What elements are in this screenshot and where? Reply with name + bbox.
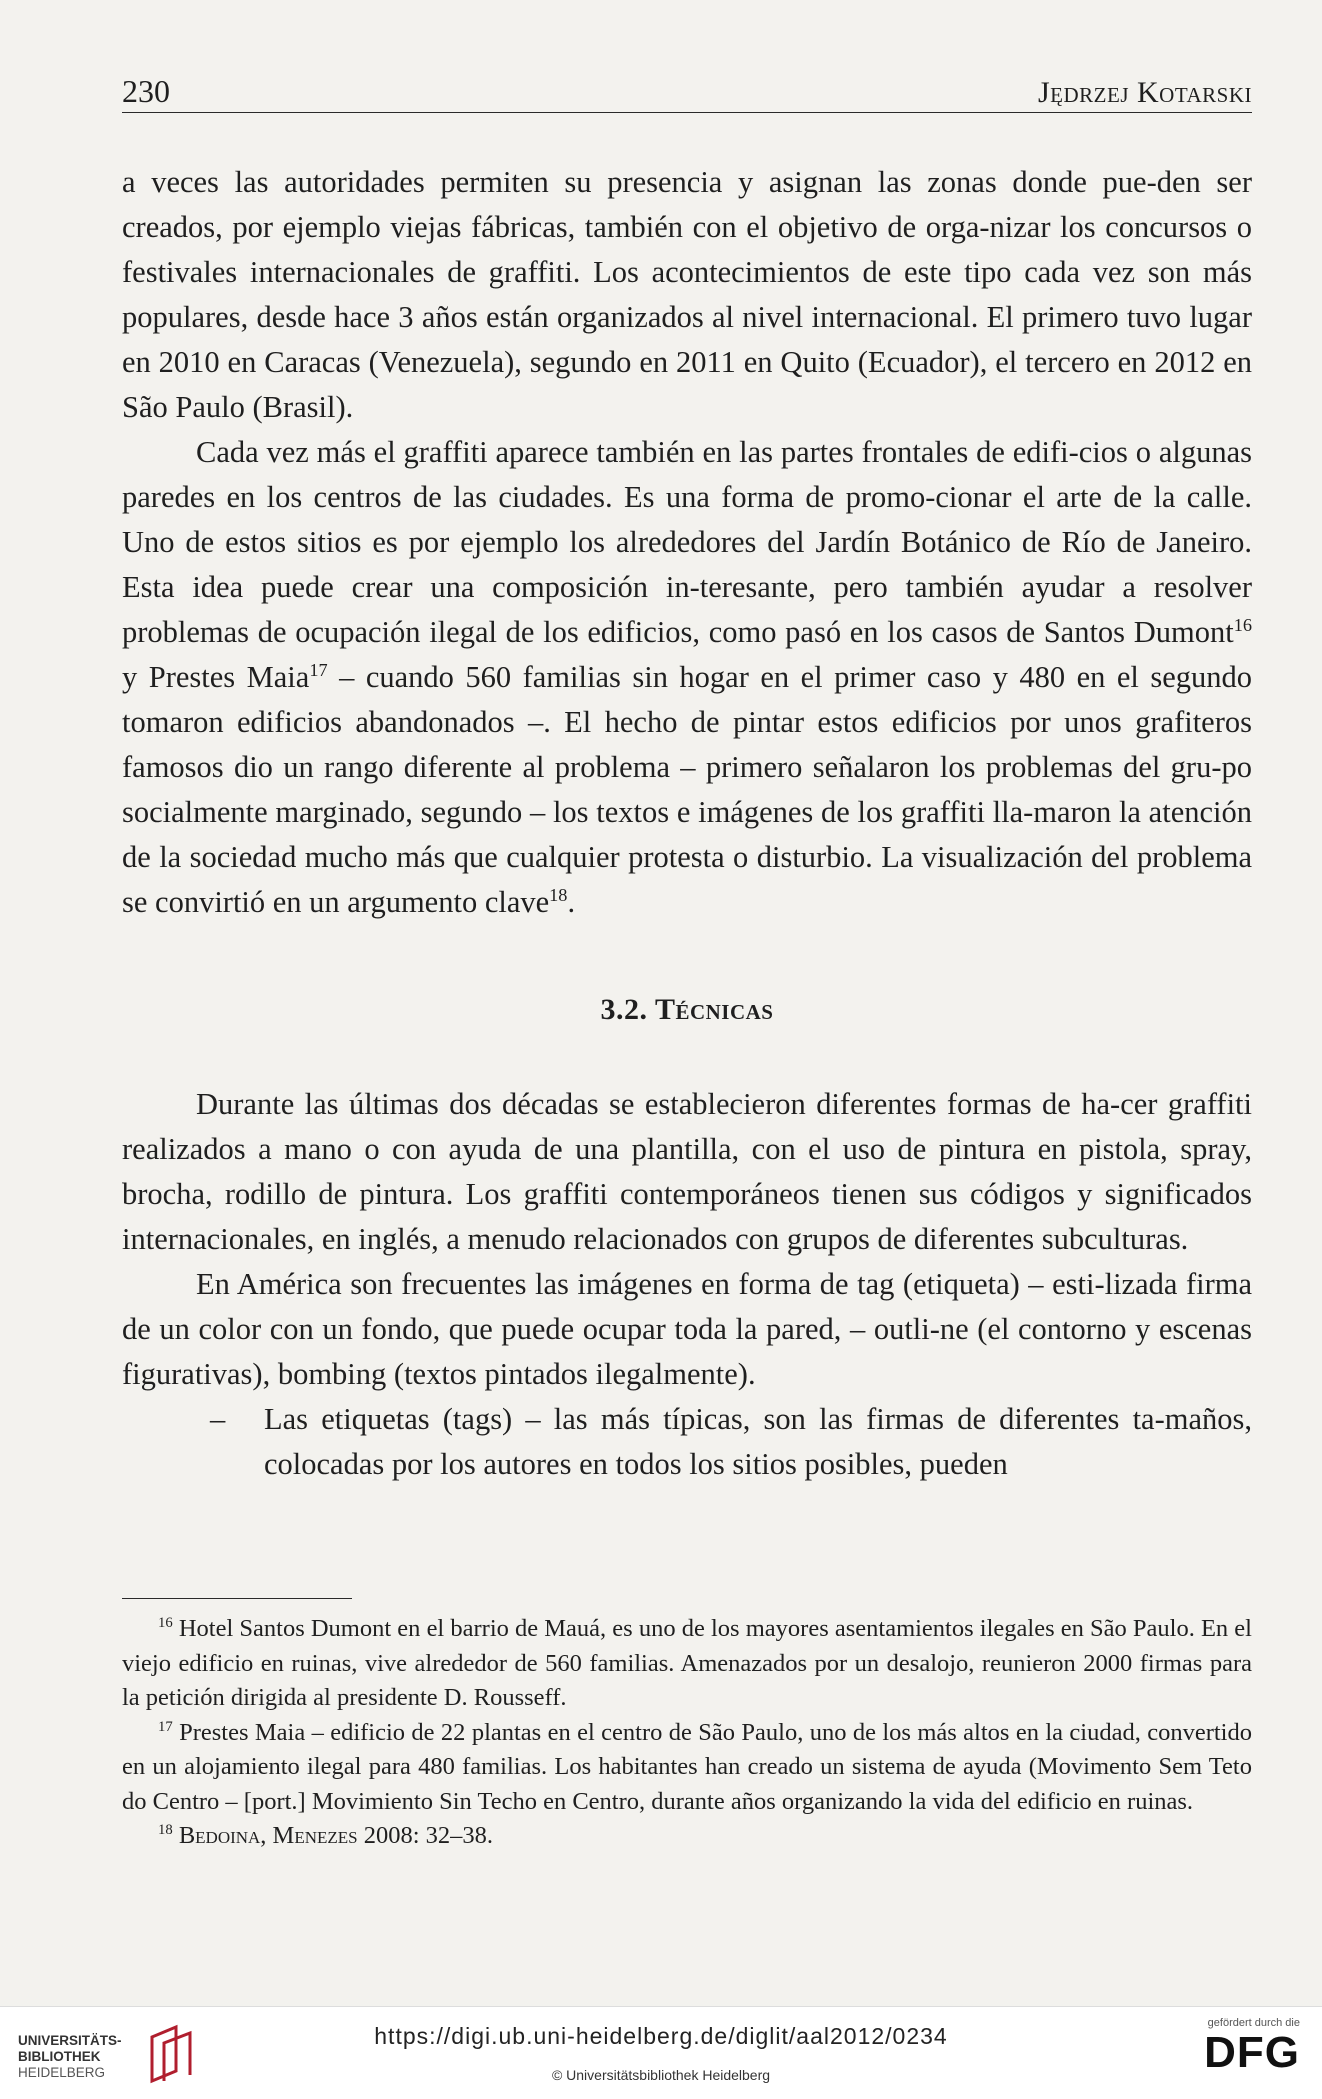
- list-item: [122, 1397, 1252, 1487]
- dfg-funding-label: gefördert durch die: [1207, 2017, 1300, 2029]
- body-text: [122, 160, 1252, 1487]
- footnote-ref-16[interactable]: 16: [1233, 614, 1252, 635]
- footnote-16: [122, 1612, 1252, 1716]
- footnote-ref-17[interactable]: 17: [309, 659, 328, 680]
- paragraph-2-part-b: y Prestes Maia: [122, 660, 310, 694]
- footnote-18-number: 18: [158, 1821, 173, 1838]
- page-number: 230: [122, 73, 170, 109]
- footnote-17-text: Prestes Maia – edificio de 22 plantas en el centro de São Paulo, uno de los más altos en la ciudad, convertido en un alojamiento ilegal para 480 familias. Los habitantes han creado un sistema de ayuda (Movimento Sem Teto do Centro – [port.] Movimiento Sin Techo en Centro, durante años organizando la vida del edificio en ruinas.: [122, 1718, 1252, 1815]
- footnote-18: [122, 1819, 1252, 1854]
- paragraph-4: En América son frecuentes las imágenes en forma de tag (etiqueta) – esti-lizada firma de un color con un fondo, que puede ocupar toda la pared, – outli-ne (el contorno y escenas figurativas), bombing (textos pintados ilegalmente).: [122, 1267, 1252, 1391]
- footnote-18-rest: 2008: 32–38.: [357, 1822, 494, 1849]
- dfg-logo-text: DFG: [1204, 2028, 1300, 2077]
- footnote-18-author: Bedoina, Menezes: [178, 1822, 358, 1849]
- uni-logo-line-3: HEIDELBERG: [18, 2065, 106, 2080]
- list-dash: –: [210, 1402, 226, 1436]
- footnote-ref-18[interactable]: 18: [549, 884, 568, 905]
- uni-logo-line-2: BIBLIOTHEK: [18, 2049, 101, 2064]
- paragraph-2-part-a: Cada vez más el graffiti aparece también en las partes frontales de edifi-cios o algunas paredes en los centros de las ciudades. Es una forma de promo-cionar el arte de la calle. Uno de estos sitios es por ejemplo los alrededores del Jardín Botánico de Río de Janeiro. Esta idea puede crear una composición in-teresante, pero también ayudar a resolver problemas de ocupación ilegal de los edificios, como pasó en los casos de Santos Dumont: [122, 435, 1252, 649]
- list-item-text: Las etiquetas (tags) – las más típicas, son las firmas de diferentes ta-maños, colocadas por los autores en todos los sitios posibles, pueden: [264, 1402, 1252, 1481]
- footer-bar: [0, 2006, 1322, 2099]
- footnote-17-number: 17: [158, 1718, 173, 1735]
- footnote-17: [122, 1716, 1252, 1820]
- document-url-link[interactable]: https://digi.ub.uni-heidelberg.de/diglit/aal2012/0234: [374, 2023, 948, 2049]
- paragraph-2-part-c: – cuando 560 familias sin hogar en el primer caso y 480 en el segundo tomaron edificios abandonados –. El hecho de pintar estos edificios por unos grafiteros famosos dio un rango diferente al problema – primero señalaron los problemas del gru-po socialmente marginado, segundo – los textos e imágenes de los graffiti lla-maron la atención de la sociedad mucho más que cualquier protesta o disturbio. La visualización del problema se convirtió en un argumento clave: [122, 660, 1253, 919]
- page-header: [122, 72, 1252, 113]
- paragraph-3: Durante las últimas dos décadas se establecieron diferentes formas de ha-cer graffiti realizados a mano o con ayuda de una plantilla, con el uso de pintura en pistola, spray, brocha, rodillo de pintura. Los graffiti contemporáneos tienen sus códigos y significados internacionales, en inglés, a menudo relacionados con grupos de diferentes subculturas.: [122, 1087, 1252, 1256]
- paragraph-2: [122, 430, 1252, 925]
- footnote-16-text: Hotel Santos Dumont en el barrio de Mauá, es uno de los mayores asentamientos ilegales en São Paulo. En el viejo edificio en ruinas, vive alrededor de 560 familias. Amenazados por un desalojo, reunieron 2000 firmas para la petición dirigida al presidente D. Rousseff.: [122, 1615, 1252, 1711]
- section-heading: 3.2. Técnicas: [600, 993, 774, 1026]
- uni-logo-line-1: UNIVERSITÄTS-: [18, 2033, 122, 2048]
- copyright-notice: © Universitätsbibliothek Heidelberg: [551, 2067, 771, 2083]
- running-head: Jędrzej Kotarski: [1038, 76, 1252, 109]
- footnote-divider: [122, 1598, 352, 1599]
- footnotes: [122, 1612, 1252, 1854]
- paragraph-1: a veces las autoridades permiten su presencia y asignan las zonas donde pue-den ser creados, por ejemplo viejas fábricas, también con el objetivo de orga-nizar los concursos o festivales internacionales de graffiti. Los acontecimientos de este tipo cada vez son más populares, desde hace 3 años están organizados al nivel internacional. El primero tuvo lugar en 2010 en Caracas (Venezuela), segundo en 2011 en Quito (Ecuador), el tercero en 2012 en São Paulo (Brasil).: [122, 165, 1252, 424]
- dfg-logo[interactable]: [1170, 2017, 1300, 2091]
- footnote-16-number: 16: [158, 1614, 173, 1631]
- paragraph-2-end: .: [567, 885, 576, 919]
